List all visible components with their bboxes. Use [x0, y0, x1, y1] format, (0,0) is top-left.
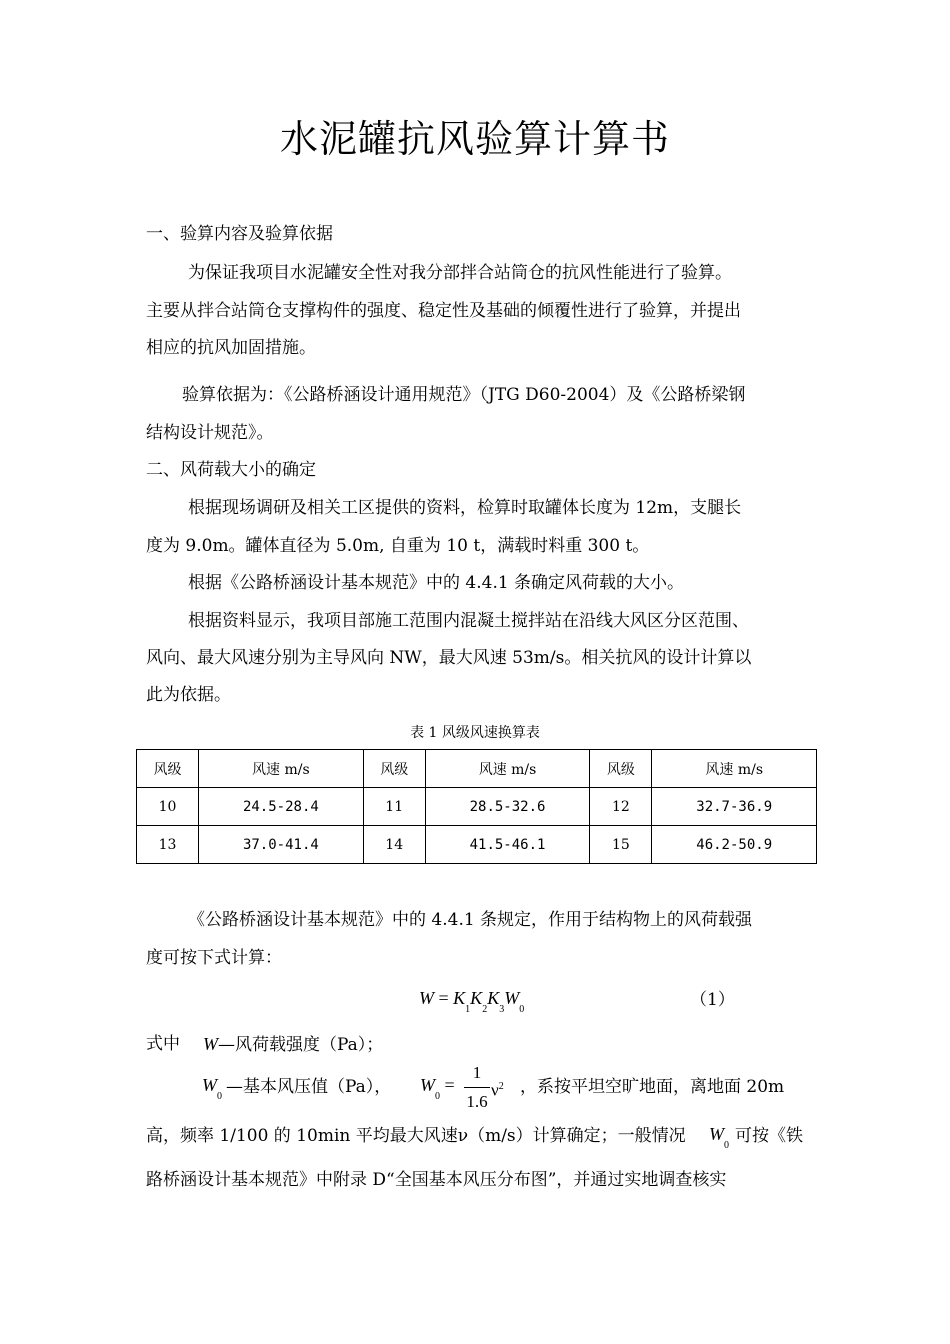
where-prefix: 式中 [146, 1034, 180, 1054]
section2-p1-line1: 根据现场调研及相关工区提供的资料，检算时取罐体长度为 12m，支腿长 [188, 498, 742, 518]
header-cell: 风速 m/s [652, 750, 817, 788]
table-cell: 13 [137, 826, 199, 864]
table-cell: 12 [590, 788, 652, 826]
section2-heading: 二、风荷载大小的确定 [146, 460, 316, 480]
table-cell: 41.5-46.1 [425, 826, 590, 864]
table-row [137, 826, 817, 864]
formula-number: （1） [690, 990, 735, 1010]
table-cell: 32.7-36.9 [652, 788, 817, 826]
section1-p2-line2: 结构设计规范》。 [146, 423, 274, 443]
table-cell: 24.5-28.4 [199, 788, 364, 826]
table-cell: 37.0-41.4 [199, 826, 364, 864]
header-cell: 风级 [590, 750, 652, 788]
table-cell: 14 [363, 826, 425, 864]
section3-line-c: 路桥涵设计基本规范》中附录 D“全国基本风压分布图”，并通过实地调查核实 [146, 1170, 727, 1190]
section1-heading: 一、验算内容及验算依据 [146, 224, 333, 244]
section2-p3-line2: 风向、最大风速分别为主导风向 NW，最大风速 53m/s。相关抗风的设计计算以 [146, 648, 752, 668]
table-row [137, 788, 817, 826]
section1-p1-line3: 相应的抗风加固措施。 [146, 338, 316, 358]
section3-p1-line1: 《公路桥涵设计基本规范》中的 4.4.1 条规定，作用于结构物上的风荷载强 [188, 910, 753, 930]
w0-symbol-inline: $W_0$ [709, 1124, 729, 1151]
table-cell: 11 [363, 788, 425, 826]
section1-p1-line1: 为保证我项目水泥罐安全性对我分部拌合站筒仓的抗风性能进行了验算。 [188, 263, 732, 283]
w0-symbol-eq: $W_0$ = [420, 1075, 455, 1102]
section3-line-b: 高，频率 1/100 的 10min 平均最大风速ν（m/s）计算确定；一般情况 [146, 1126, 686, 1146]
fraction-bar [464, 1087, 490, 1088]
where-w-definition: W—风荷载强度（Pa）； [203, 1034, 384, 1055]
section2-p1-line2: 度为 9.0m。罐体直径为 5.0m, 自重为 10 t，满载时料重 300 t。 [146, 536, 650, 556]
table-caption: 表 1 风级风速换算表 [410, 725, 540, 741]
w0-tail-text: ，系按平坦空旷地面，离地面 20m [520, 1077, 785, 1097]
table-header-row [137, 750, 817, 788]
section2-p3-line3: 此为依据。 [146, 685, 231, 705]
document-title: 水泥罐抗风验算计算书 [279, 117, 670, 161]
header-cell: 风级 [363, 750, 425, 788]
section2-p2-line1: 根据《公路桥涵设计基本规范》中的 4.4.1 条确定风荷载的大小。 [188, 573, 685, 593]
header-cell: 风速 m/s [425, 750, 590, 788]
fraction-numerator: 1 [472, 1063, 482, 1082]
fraction-denominator: 1.6 [466, 1092, 488, 1111]
section2-p3-line1: 根据资料显示，我项目部施工范围内混凝土搅拌站在沿线大风区分区范围、 [188, 611, 749, 631]
section3-p1-line2: 度可按下式计算： [146, 948, 282, 968]
formula-1: $W = K_1K_2K_3W_0$ [419, 988, 525, 1015]
header-cell: 风级 [137, 750, 199, 788]
wind-scale-table [136, 749, 817, 864]
section1-p2-line1: 验算依据为：《公路桥涵设计通用规范》（JTG D60-2004）及《公路桥梁钢 [182, 385, 746, 405]
section3-line-b-tail: 可按《铁 [735, 1126, 803, 1146]
table-cell: 15 [590, 826, 652, 864]
header-cell: 风速 m/s [199, 750, 364, 788]
w0-description: —基本风压值（Pa）， [226, 1077, 392, 1097]
w0-symbol: $W_0$ [202, 1075, 222, 1102]
velocity-squared: $\nu^2$ [491, 1080, 504, 1100]
table-cell: 28.5-32.6 [425, 788, 590, 826]
section1-p1-line2: 主要从拌合站筒仓支撑构件的强度、稳定性及基础的倾覆性进行了验算，并提出 [146, 301, 741, 321]
table-cell: 46.2-50.9 [652, 826, 817, 864]
table-cell: 10 [137, 788, 199, 826]
